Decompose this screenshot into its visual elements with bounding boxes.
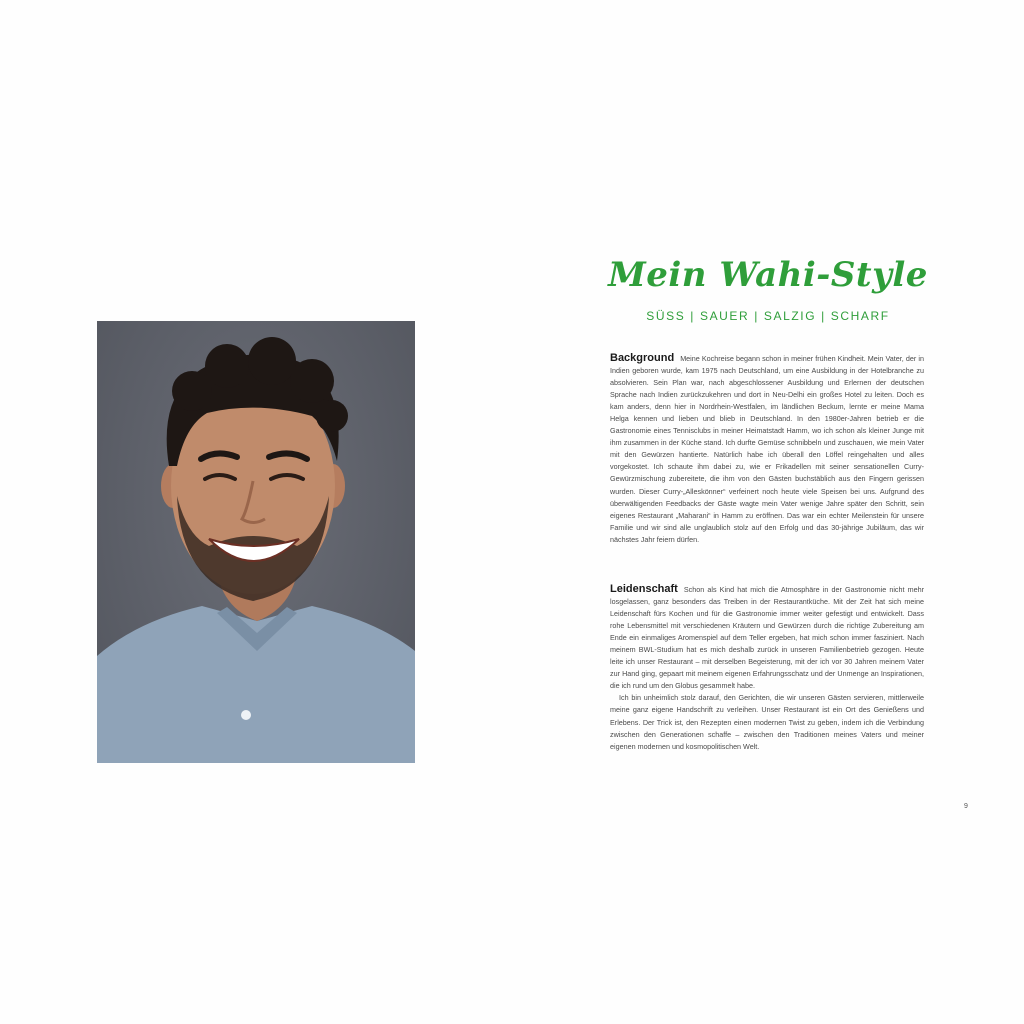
- portrait-illustration: [97, 321, 415, 763]
- page-number: 9: [964, 803, 968, 810]
- taste-subtitle: SÜSS | SAUER | SALZIG | SCHARF: [646, 309, 890, 323]
- paragraph-text: Schon als Kind hat mich die Atmosphäre in der Gastronomie nicht mehr losgelassen, ganz besonders das Treiben in der Restaurantküche. Mit der Zeit hat sich meine Leidenschaft fürs Kochen und für die Gastronomie immer weiter gefestigt und entwickelt. Dass rohe Lebensmittel mit verschiedenen Kräutern und Gewürzen durch die richtige Zubereitung am Ende ein einmaliges Aromenspiel auf dem Teller ergeben, hat mich schon immer fasziniert. Nach meinem BWL-Studium hat es mich deshalb zurück in unseren Familienbetrieb gezogen. Heute leite ich unser Restaurant – mit derselben Begeisterung, mit der ich vor 30 Jahren meinem Vater zur Hand ging, gepaart mit meinem eigenen Erfahrungsschatz und der Unmenge an Inspirationen, die ich rund um den Globus gesammelt habe.: [610, 585, 924, 691]
- section-heading: Leidenschaft: [610, 583, 678, 595]
- portrait-photo: [97, 321, 415, 763]
- section-heading: Background: [610, 352, 675, 364]
- page-title: Mein Wahi-Style: [608, 255, 928, 295]
- section-paragraph: Ich bin unheimlich stolz darauf, den Gerichten, die wir unseren Gästen servieren, mittlerweile meine ganz eigene Handschrift zu verleihen. Unser Restaurant ist ein Ort des Genießens und Erlebens. Der Trick ist, den Rezepten einen modernen Twist zu geben, indem ich die Verbindung zwischen den Generationen schaffe – zwischen den Traditionen meines Vaters und meiner eigenen modernen und kosmopolitischen Welt.: [610, 693, 924, 751]
- shirt-button-icon: [241, 710, 251, 720]
- paragraph-text: Meine Kochreise begann schon in meiner frühen Kindheit. Mein Vater, der in Indien geboren wurde, kam 1975 nach Deutschland, um eine Ausbildung in der Hotelbranche zu absolvieren. Sein Plan war, nach abgeschlossener Ausbildung und Erlernen der deutschen Sprache nach Indien zurückzukehren und dort in Neu-Delhi ein großes Hotel zu leiten. Doch es kam anders, denn hier in Nordrhein-Westfalen, im ländlichen Beckum, lernte er meine Mama Helga kennen und lieben und blieb in Deutschland. In den 1980er-Jahren betrieb er die Gastronomie eines Tennisclubs in meiner Heimatstadt Hamm, wo ich schon als kleiner Junge mit ihm zusammen in der Küche stand. Ich durfte Gemüse schnibbeln und zuschauen, wie mein Vater mit den Gewürzen hantierte. Natürlich habe ich überall den Löffel reingehalten und alles vorgekostet. Ich schaute ihm dabei zu, wie er Frikadellen mit seiner sensationellen Curry-Gewürzmischung zubereitete, die ihm von den Gästen buchstäblich aus den Fingern gerissen wurden. Dieser Curry-„Alleskönner“ verfeinert noch heute viele Speisen bei uns. Aufgrund des überwältigenden Feedbacks der Gäste wagte mein Vater wenige Jahre später den Schritt, sein eigenes Restaurant „Maharani“ in Hamm zu eröffnen. Das war ein echter Meilenstein für unsere Familie und wir sind alle unglaublich stolz auf den Erfolg und das 30-jährige Jubiläum, das wir nächstes Jahr feiern dürfen.: [610, 354, 924, 544]
- section-paragraph: [610, 352, 924, 546]
- section-paragraph: [610, 583, 924, 692]
- section-leidenschaft: [610, 583, 924, 753]
- section-background: [610, 352, 924, 546]
